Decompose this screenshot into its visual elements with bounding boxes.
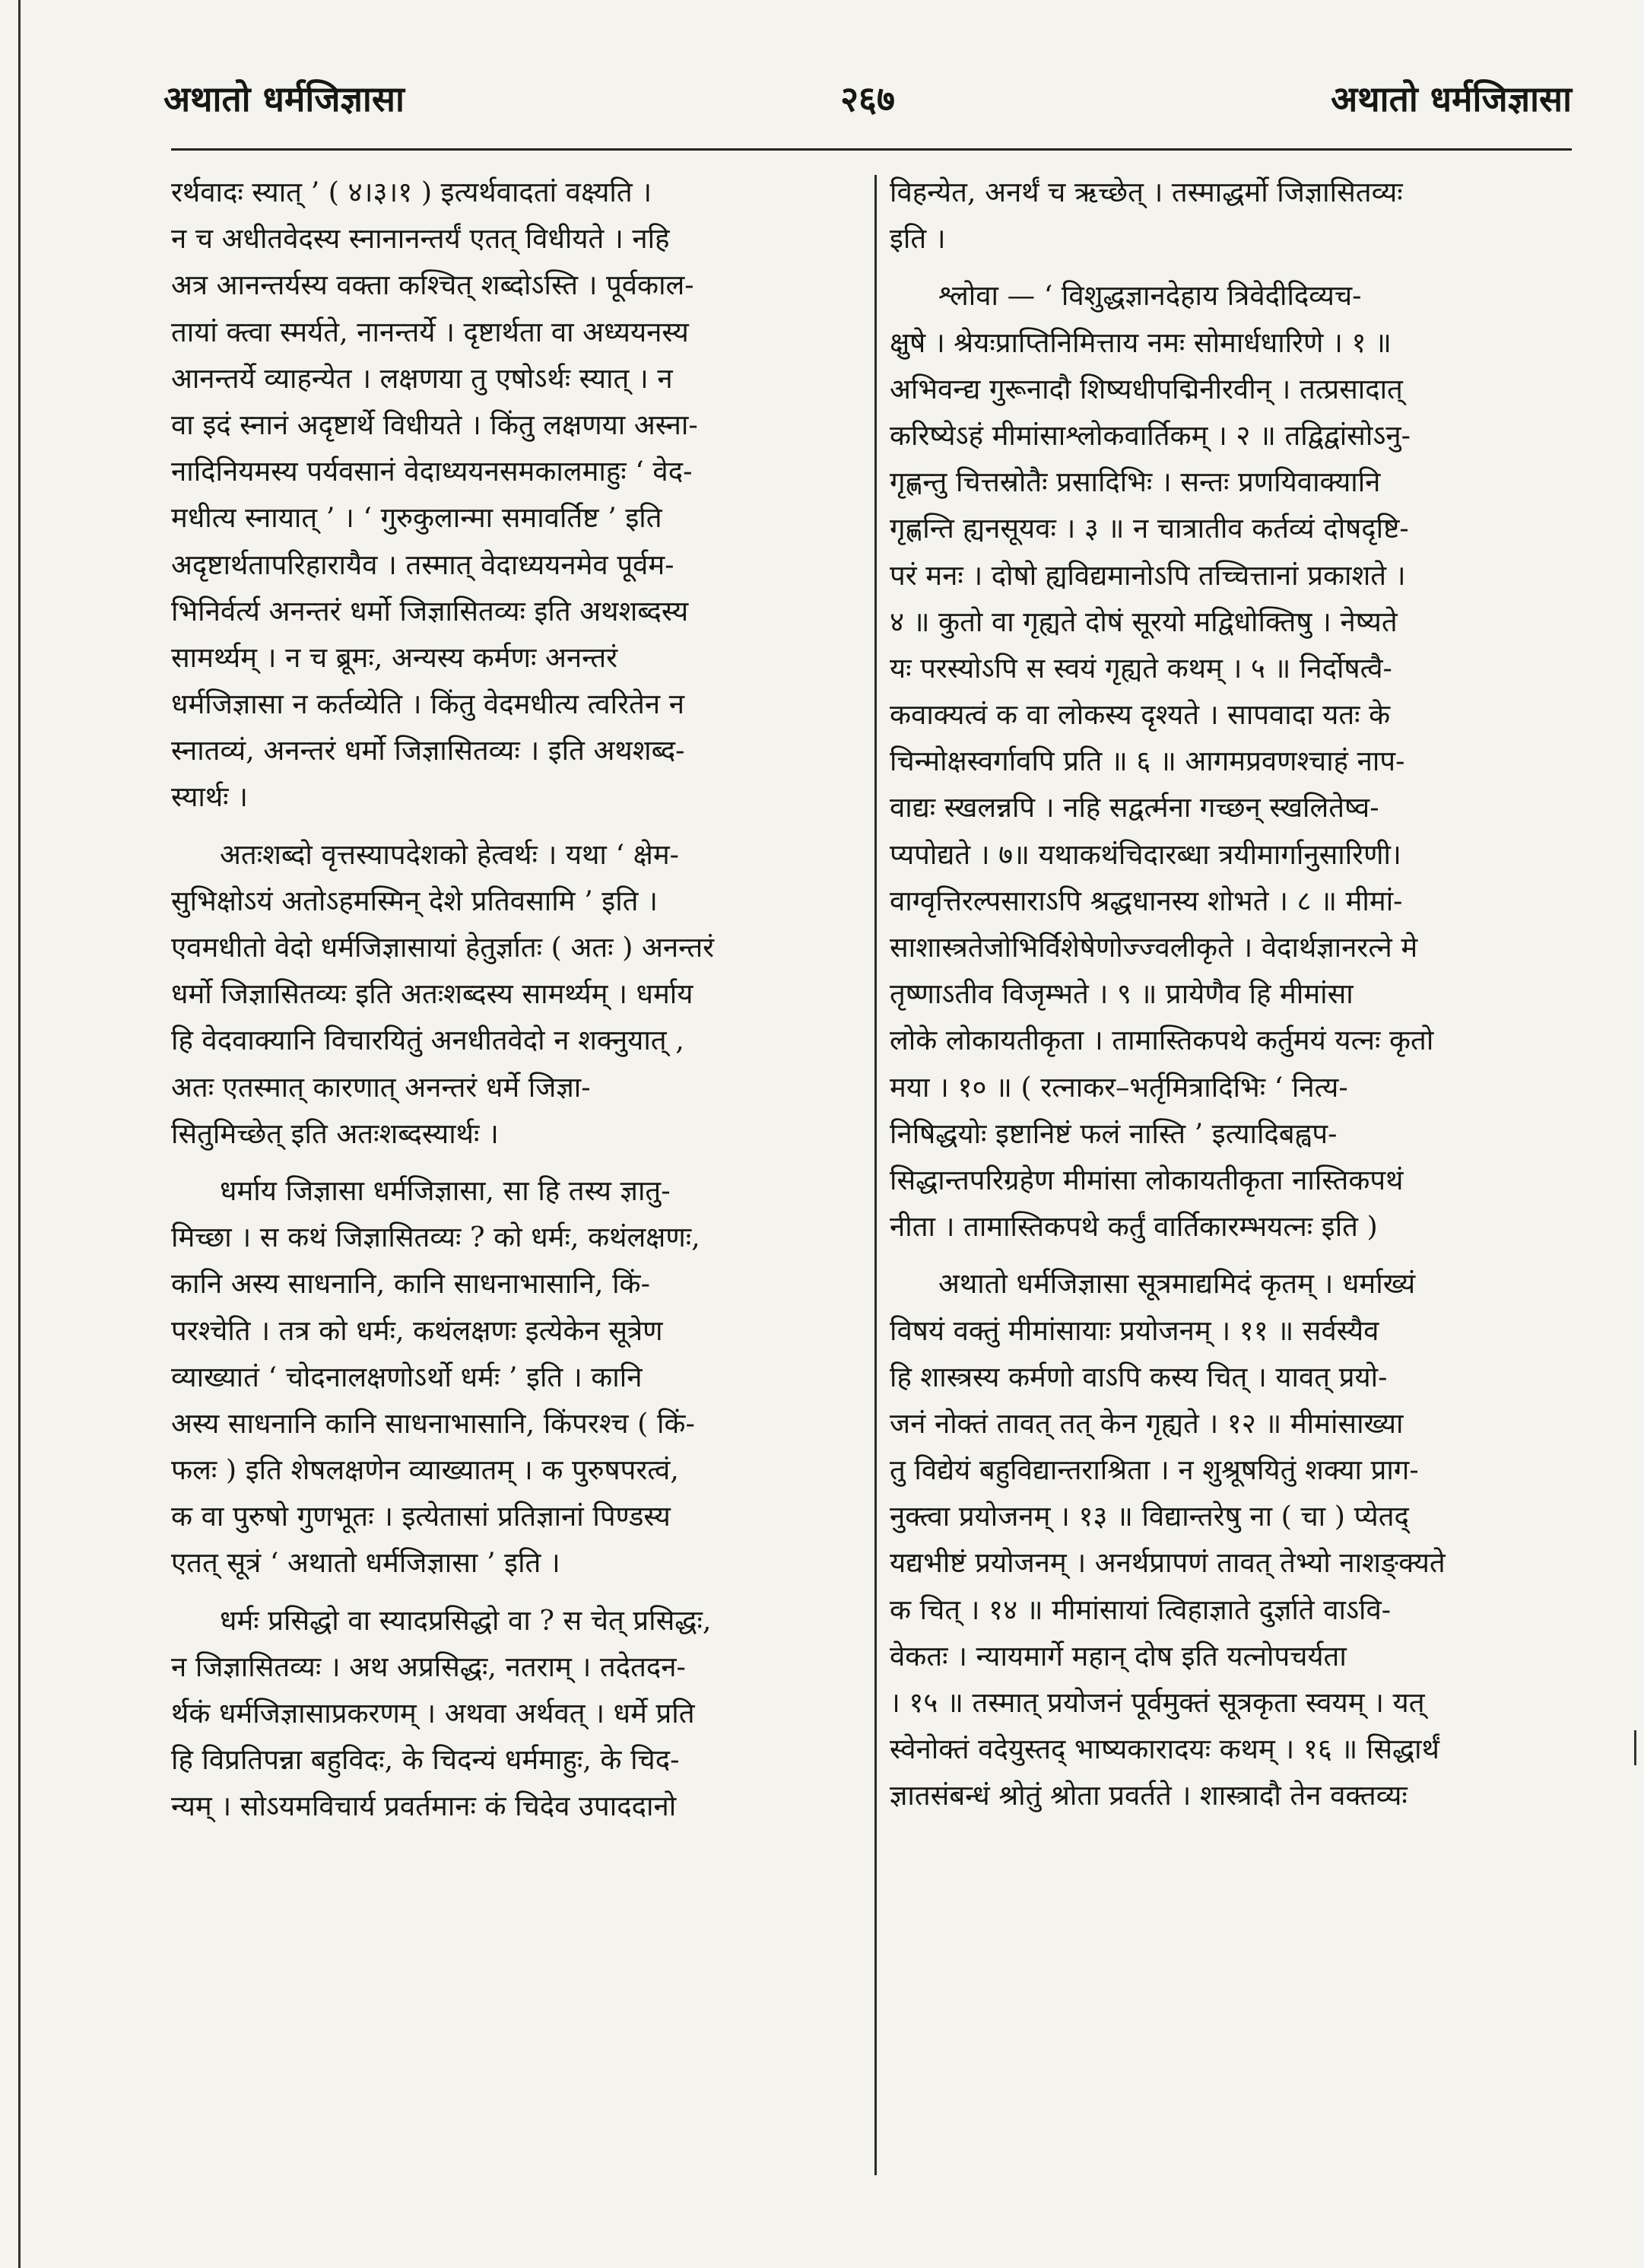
text-line: अत्र आनन्तर्यस्य वक्ता कश्चित् शब्दोऽस्ति । पूर्वकाल- — [171, 268, 694, 302]
text-line: एवमधीतो वेदो धर्मजिज्ञासायां हेतुर्ज्ञातः ( अतः ) अनन्तरं — [171, 931, 715, 964]
text-line: नादिनियमस्य पर्यवसानं वेदाध्ययनसमकालमाहुः ‘ वेद- — [171, 455, 693, 488]
text-line: वा इदं स्नानं अदृष्टार्थे विधीयते । किंतु लक्षणया अस्ना- — [171, 408, 698, 441]
text-line: वाग्वृत्तिरल्पसाराऽपि श्रद्धधानस्य शोभते । ८ ॥ मीमां- — [890, 884, 1403, 917]
text-line: हि शास्त्रस्य कर्मणो वाऽपि कस्य चित् । यावत् प्रयो- — [890, 1360, 1388, 1393]
text-line: । १५ ॥ तस्मात् प्रयोजनं पूर्वमुक्तं सूत्रकृता स्वयम् । यत् — [890, 1686, 1425, 1719]
text-line: हि विप्रतिपन्ना बहुविदः, के चिदन्यं धर्ममाहुः, के चिद- — [171, 1743, 680, 1777]
text-line: गृह्णन्ति ह्यनसूयवः । ३ ॥ न चात्रातीव कर्तव्यं दोषदृष्टि- — [890, 512, 1409, 545]
text-line: ४ ॥ कुतो वा गृह्यते दोषं सूरयो मद्विधोक्तिषु । नेष्यते — [890, 605, 1398, 638]
text-line: चिन्मोक्षस्वर्गावपि प्रति ॥ ६ ॥ आगमप्रवणश्चाहं नाप- — [890, 745, 1405, 778]
text-line: परश्चेति । तत्र को धर्मः, कथंलक्षणः इत्येकेन सूत्रेण — [171, 1313, 663, 1347]
text-line: यः परस्योऽपि स स्वयं गृह्यते कथम् । ५ ॥ निर्दोषत्वै- — [890, 651, 1392, 685]
paragraph-start-line: अथातो धर्मजिज्ञासा सूत्रमाद्यमिदं कृतम् । धर्माख्यं — [938, 1267, 1416, 1301]
header-title-left: अथातो धर्मजिज्ञासा — [163, 78, 405, 119]
text-line: सुभिक्षोऽयं अतोऽहमस्मिन् देशे प्रतिवसामि ’ इति । — [171, 884, 658, 917]
right-column — [890, 169, 1574, 1819]
text-line: स्यार्थः । — [171, 780, 248, 814]
text-line: हि वेदवाक्यानि विचारयितुं अनधीतवेदो न शक्नुयात् , — [171, 1024, 684, 1057]
text-line: मधीत्य स्नायात् ’ । ‘ गुरुकुलान्मा समावर्तिष्ट ’ इति — [171, 501, 662, 535]
left-column — [171, 169, 886, 1830]
text-line: यद्यभीष्टं प्रयोजनम् । अनर्थप्रापणं तावत् तेभ्यो नाशङ्क्यते — [890, 1546, 1446, 1580]
text-line: प्यपोद्यते । ७॥ यथाकथंचिदारब्धा त्रयीमार्गानुसारिणी। — [890, 837, 1401, 871]
header-title-right: अथातो धर्मजिज्ञासा — [1331, 78, 1572, 119]
text-line: अदृष्टार्थतापरिहारायैव । तस्मात् वेदाध्ययनमेव पूर्वम- — [171, 548, 674, 581]
text-line: अस्य साधनानि कानि साधनाभासानि, किंपरश्च ( किं- — [171, 1406, 695, 1440]
text-line: परं मनः । दोषो ह्यविद्यमानोऽपि तच्चित्तानां प्रकाशते । — [890, 558, 1406, 592]
text-line: सिद्धान्तपरिग्रहेण मीमांसा लोकायतीकृता नास्तिकपथं — [890, 1163, 1404, 1196]
paragraph-start-line: अतःशब्दो वृत्तस्यापदेशको हेत्वर्थः । यथा ‘ क्षेम- — [220, 837, 680, 871]
text-line: न्यम् । सोऽयमविचार्य प्रवर्तमानः कं चिदेव उपाददानो — [171, 1790, 677, 1823]
header-rule — [171, 148, 1572, 151]
text-line: फलः ) इति शेषलक्षणेन व्याख्यातम् । क पुरुषपरत्वं, — [171, 1453, 679, 1487]
text-line: क वा पुरुषो गुणभूतः । इत्येतासां प्रतिज्ञानां पिण्डस्य — [171, 1500, 671, 1533]
text-line: इति । — [890, 222, 946, 256]
text-line: निषिद्धयोः इष्टानिष्टं फलं नास्ति ’ इत्यादिबह्वप- — [890, 1117, 1338, 1150]
text-line: भिनिर्वर्त्य अनन्तरं धर्मो जिज्ञासितव्यः इति अथशब्दस्य — [171, 594, 689, 627]
text-line: तु विद्येयं बहुविद्यान्तराश्रिता । न शुश्रूषयितुं शक्या प्राग- — [890, 1453, 1419, 1487]
text-line: र्थकं धर्मजिज्ञासाप्रकरणम् । अथवा अर्थवत् । धर्मे प्रति — [171, 1697, 695, 1730]
paragraph-start-line: धर्माय जिज्ञासा धर्मजिज्ञासा, सा हि तस्य ज्ञातु- — [220, 1174, 671, 1207]
text-line: तृष्णाऽतीव विजृम्भते । ९ ॥ प्रायेणैव हि मीमांसा — [890, 977, 1354, 1011]
text-line: आनन्तर्ये व्याहन्येत । लक्षणया तु एषोऽर्थः स्यात् । न — [171, 361, 673, 395]
right-margin-mark — [1634, 1730, 1636, 1765]
text-line: एतत् सूत्रं ‘ अथातो धर्मजिज्ञासा ’ इति । — [171, 1546, 560, 1580]
text-line: अभिवन्द्य गुरूनादौ शिष्यधीपद्मिनीरवीन् । तत्प्रसादात् — [890, 372, 1403, 405]
text-line: सामर्थ्यम् । न च ब्रूमः, अन्यस्य कर्मणः अनन्तरं — [171, 640, 618, 674]
text-line: रर्थवादः स्यात् ’ ( ४।३।१ ) इत्यर्थवादतां वक्ष्यति । — [171, 176, 652, 208]
left-margin-rule — [18, 0, 21, 2268]
text-line: क्षुषे । श्रेयःप्राप्तिनिमित्ताय नमः सोमार्धधारिणे । १ ॥ — [890, 326, 1392, 359]
text-line: वाद्यः स्खलन्नपि । नहि सद्वर्त्मना गच्छन् स्खलितेष्व- — [890, 791, 1379, 824]
running-header — [163, 72, 1572, 125]
text-line: स्नातव्यं, अनन्तरं धर्मो जिज्ञासितव्यः । इति अथशब्द- — [171, 734, 685, 767]
column-divider — [874, 175, 877, 2175]
text-line: व्याख्यातं ‘ चोदनालक्षणोऽर्थो धर्मः ’ इति । कानि — [171, 1360, 643, 1393]
text-line: तायां क्त्वा स्मर्यते, नानन्तर्ये । दृष्टार्थता वा अध्ययनस्य — [171, 315, 689, 348]
text-line: कानि अस्य साधनानि, कानि साधनाभासानि, किं- — [171, 1267, 650, 1301]
text-line: विषयं वक्तुं मीमांसायाः प्रयोजनम् । ११ ॥ सर्वस्यैव — [890, 1313, 1379, 1347]
text-line: नीता । तामास्तिकपथे कर्तुं वार्तिकारम्भयत्नः इति ) — [890, 1210, 1378, 1244]
text-line: स्वेनोक्तं वदेयुस्तद् भाष्यकारादयः कथम् । १६ ॥ सिद्धार्थं — [890, 1733, 1439, 1766]
paragraph-start-line: धर्मः प्रसिद्धो वा स्यादप्रसिद्धो वा ? स चेत् प्रसिद्धः, — [220, 1603, 712, 1637]
text-line: जनं नोक्तं तावत् तत् केन गृह्यते । १२ ॥ मीमांसाख्या — [890, 1406, 1404, 1440]
text-line: न जिज्ञासितव्यः । अथ अप्रसिद्धः, नतराम् । तदेतदन- — [171, 1650, 686, 1683]
text-line: न च अधीतवेदस्य स्नानानन्तर्यं एतत् विधीयते । नहि — [171, 222, 670, 256]
text-line: धर्मजिज्ञासा न कर्तव्येति । किंतु वेदमधीत्य त्वरितेन न — [171, 688, 684, 721]
text-line: मया । १० ॥ ( रत्नाकर–भर्तृमित्रादिभिः ‘ नित्य- — [890, 1070, 1348, 1104]
text-line: गृह्णन्तु चित्तस्रोतैः प्रसादिभिः । सन्तः प्रणयिवाक्यानि — [890, 465, 1381, 499]
text-line: वेकतः । न्यायमार्गे महान् दोष इति यत्नोपचर्यता — [890, 1639, 1347, 1672]
text-line: नुक्त्वा प्रयोजनम् । १३ ॥ विद्यान्तरेषु ना ( चा ) प्येतद् — [890, 1500, 1409, 1533]
text-line: क चित् । १४ ॥ मीमांसायां त्विहाज्ञाते दुर्ज्ञाते वाऽवि- — [890, 1593, 1392, 1626]
text-line: अतः एतस्मात् कारणात् अनन्तरं धर्मे जिज्ञा- — [171, 1070, 591, 1104]
text-line: मिच्छा । स कथं जिज्ञासितव्यः ? को धर्मः, कथंलक्षणः, — [171, 1221, 700, 1254]
page-number: २६७ — [840, 78, 895, 119]
text-line: विहन्येत, अनर्थं च ऋच्छेत् । तस्माद्धर्मो जिज्ञासितव्यः — [890, 176, 1403, 208]
text-line: सितुमिच्छेत् इति अतःशब्दस्यार्थः । — [171, 1117, 499, 1150]
text-line: कवाक्यत्वं क वा लोकस्य दृश्यते । सापवादा यतः के — [890, 698, 1391, 732]
text-line: धर्मो जिज्ञासितव्यः इति अतःशब्दस्य सामर्थ्यम् । धर्माय — [171, 977, 693, 1011]
text-line: साशास्त्रतेजोभिर्विशेषेणोज्ज्वलीकृते । वेदार्थज्ञानरत्ने मे — [890, 931, 1418, 964]
text-line: लोके लोकायतीकृता । तामास्तिकपथे कर्तुमयं यत्नः कृतो — [890, 1024, 1434, 1057]
paragraph-start-line: श्लोवा — ‘ विशुद्धज्ञानदेहाय त्रिवेदीदिव्यच- — [938, 279, 1362, 313]
text-line: ज्ञातसंबन्धं श्रोतुं श्रोता प्रवर्तते । शास्त्रादौ तेन वक्तव्यः — [890, 1779, 1408, 1812]
text-line: करिष्येऽहं मीमांसाश्लोकवार्तिकम् । २ ॥ तद्विद्वांसोऽनु- — [890, 418, 1411, 452]
